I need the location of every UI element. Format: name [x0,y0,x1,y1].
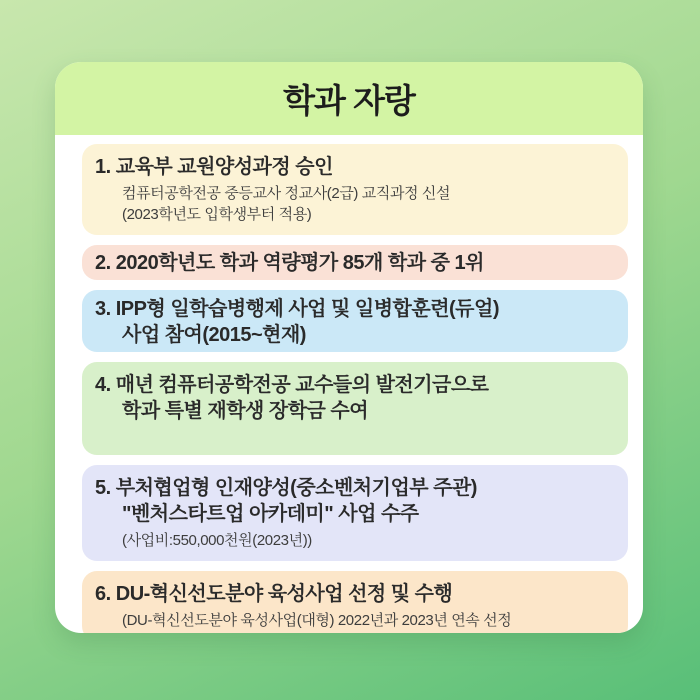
achievement-item-4 [82,362,628,455]
item-number: 6. [95,583,116,605]
item-title-text: DU-혁신선도분야 육성사업 선정 및 수행 [115,583,453,605]
achievement-item-6 [82,571,628,633]
item-title-line [95,581,612,607]
item-subtext [95,610,612,631]
item-title-line [95,154,612,180]
item-subtext-line: (사업비:550,000천원(2023년)) [122,532,312,549]
item-title [95,296,612,348]
achievement-item-3 [82,290,628,352]
item-title-line: 사업 참여(2015~현재) [122,324,306,346]
item-title [95,475,612,527]
item-number: 5. [95,477,116,499]
item-title [95,250,484,276]
item-title-text: 부처협업형 인재양성(중소벤처기업부 주관) [115,477,477,499]
poster-header [55,62,643,135]
achievement-list [55,135,643,633]
achievement-item-5 [82,465,628,561]
item-title-line [95,296,612,322]
achievement-item-2 [82,245,628,280]
item-subtext [95,530,612,551]
item-title-line [95,250,484,276]
item-subtext [95,183,612,225]
item-title-text: 매년 컴퓨터공학전공 교수들의 발전기금으로 [115,374,489,396]
item-title-text: IPP형 일학습병행제 사업 및 일병합훈련(듀얼) [115,298,499,320]
item-subtext-line: (DU-혁신선도분야 육성사업(대형) 2022년과 2023년 연속 선정 [122,612,512,629]
item-title [95,154,612,180]
item-title-line: 학과 특별 재학생 장학금 수여 [122,400,369,422]
item-number: 3. [95,298,116,320]
item-title-text: 2020학년도 학과 역량평가 85개 학과 중 1위 [115,251,484,274]
item-title-text: 교육부 교원양성과정 승인 [115,156,333,178]
item-title-line: "벤처스타트업 아카데미" 사업 수주 [122,503,419,525]
item-number: 2. [95,251,116,274]
poster-card [55,62,643,633]
item-subtext-line: (2023학년도 입학생부터 적용) [122,206,312,223]
item-title [95,581,612,607]
item-subtext-line: 컴퓨터공학전공 중등교사 정교사(2급) 교직과정 신설 [122,185,451,202]
item-title-line [95,372,612,398]
item-title [95,372,612,424]
item-title-line [95,475,612,501]
achievement-item-1 [82,144,628,235]
item-number: 1. [95,156,116,178]
page-title: 학과 자랑 [283,82,415,119]
item-number: 4. [95,374,116,396]
